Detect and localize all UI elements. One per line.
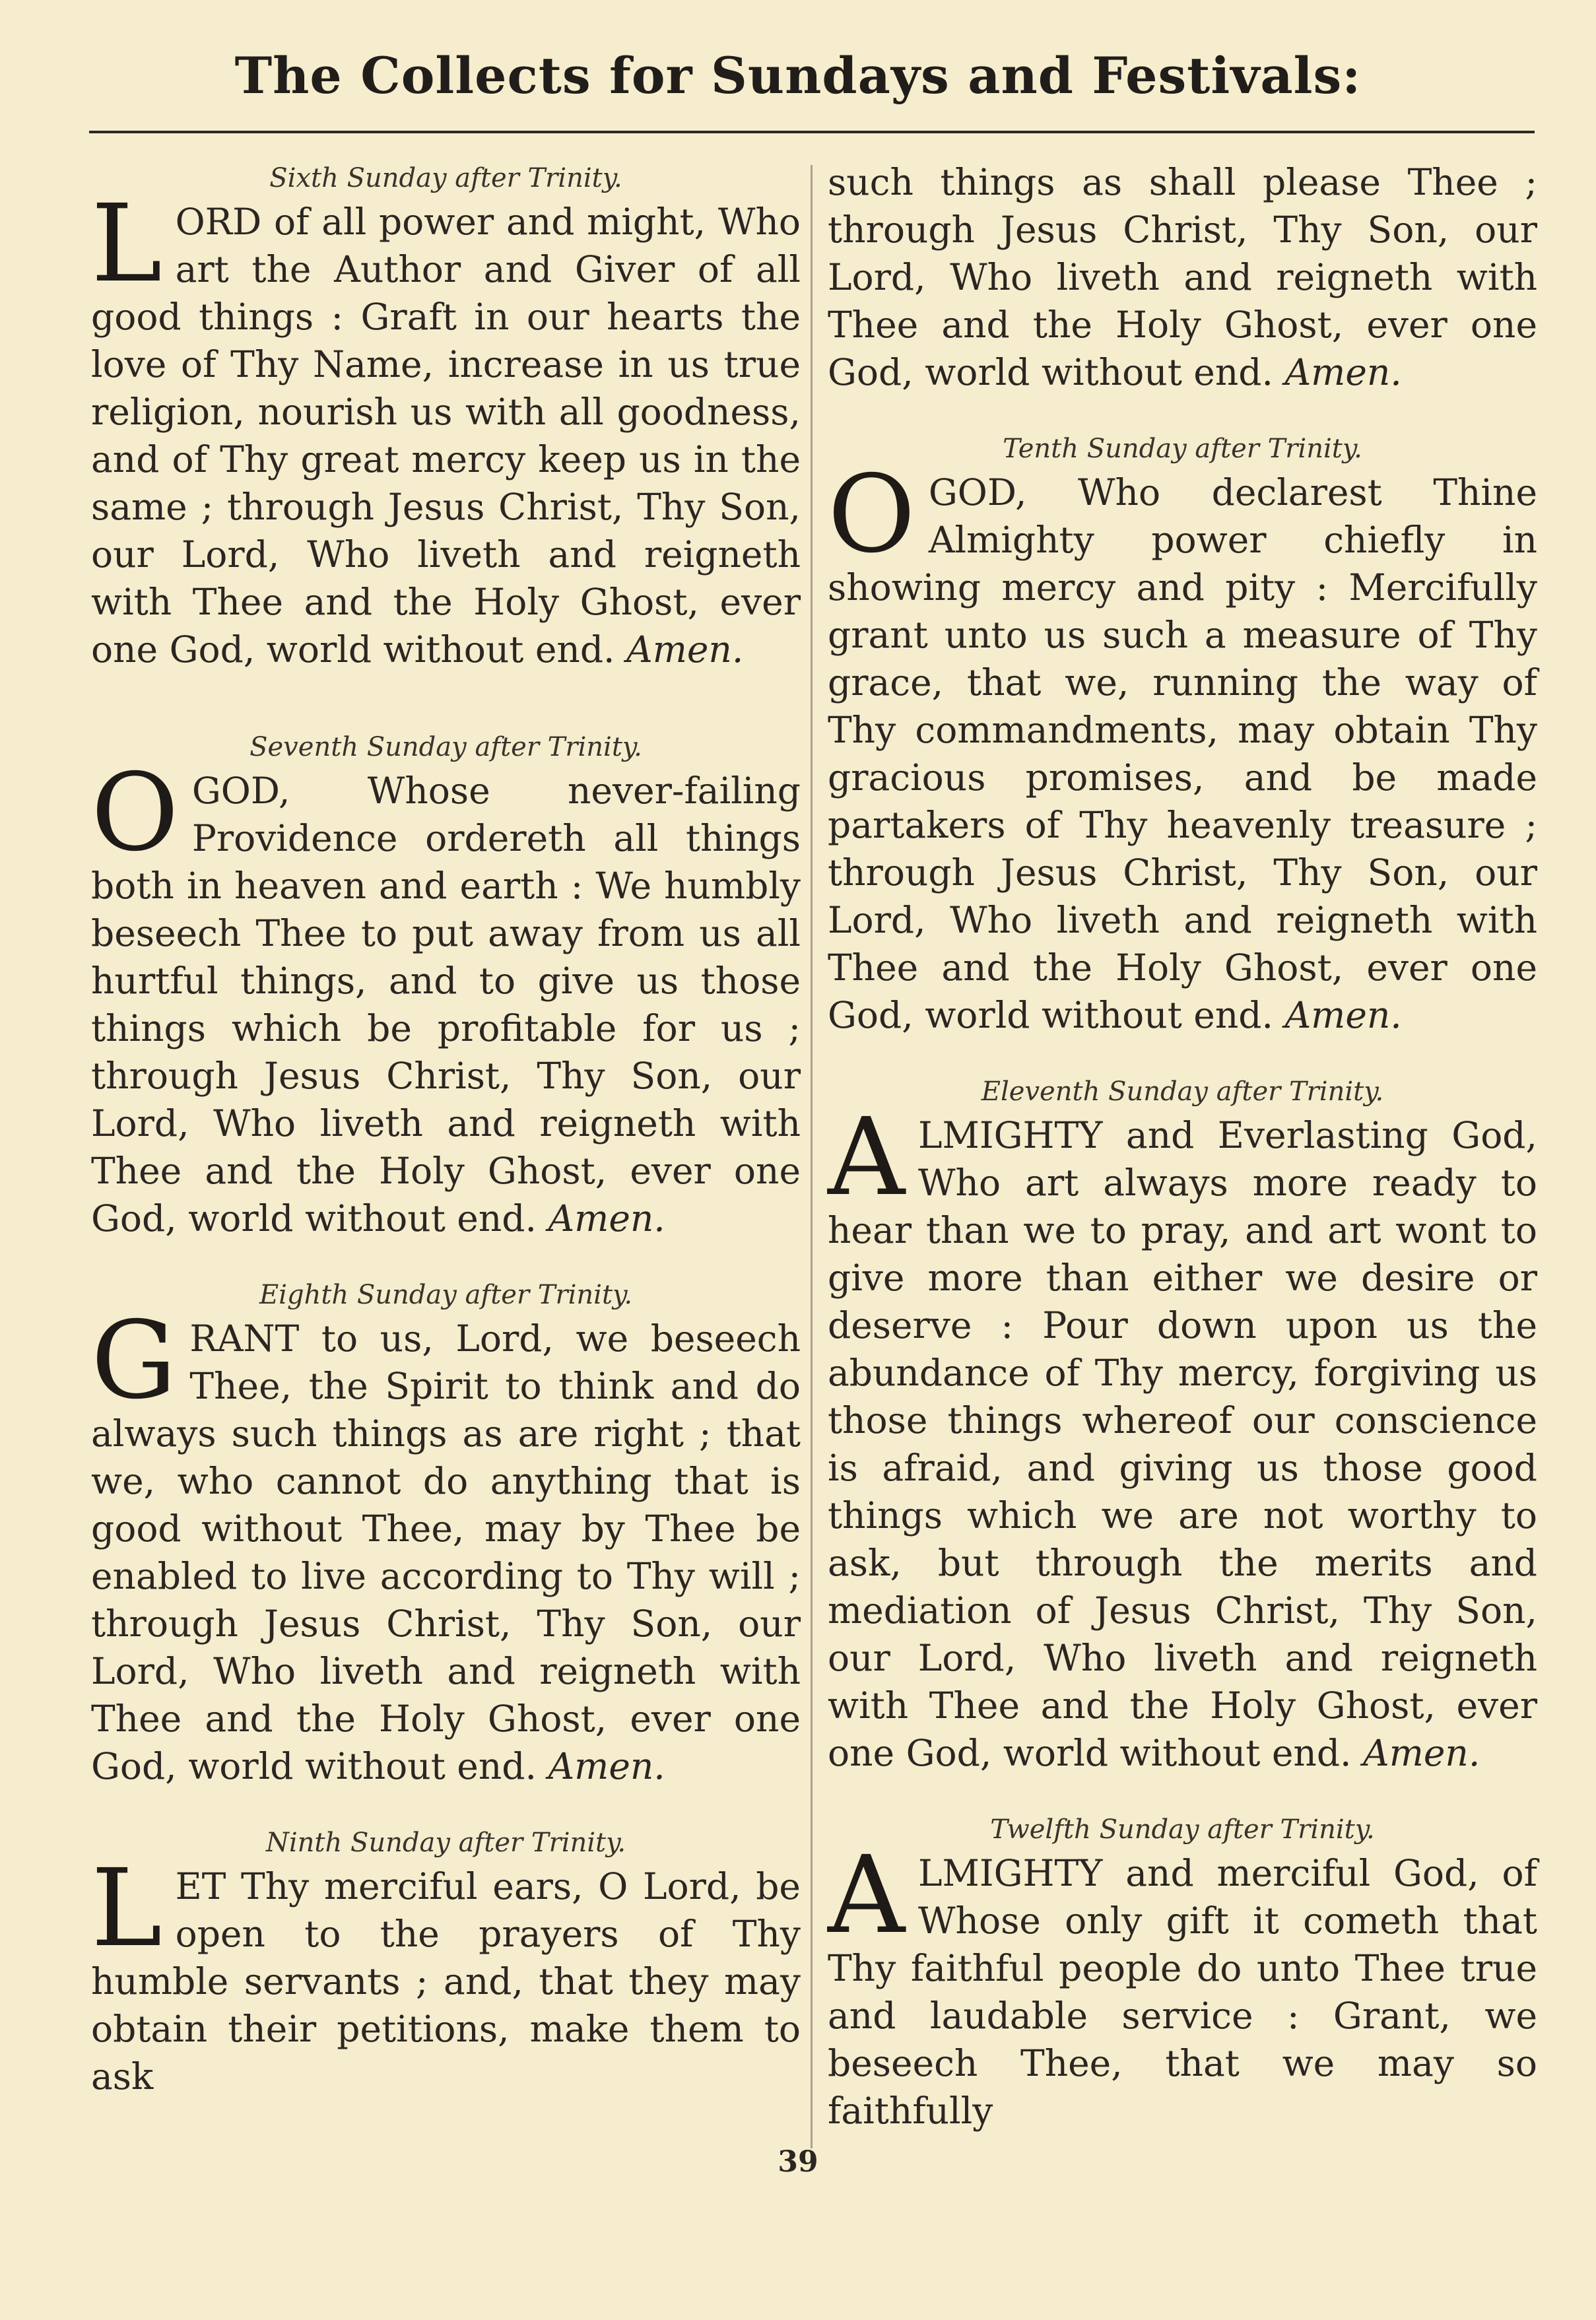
- section-title: Ninth Sunday after Trinity.: [265, 1828, 626, 1858]
- column-divider: [811, 165, 813, 2148]
- section-title: Eighth Sunday after Trinity.: [259, 1280, 633, 1310]
- collect-body: LMIGHTY and Everlasting God, Who art always more ready to hear than we to pray, and art wont to give more than either we desire or deserve : Pour down upon us the abundance of Thy mercy, forgiving us those things whereof our conscience is afraid, and giving us those good things which we are not worthy to ask, but through the merits and mediation of Jesus Christ, Thy Son, our Lord, Who liveth and reigneth with Thee and the Holy Ghost, ever one God, world without end.: [828, 1114, 1537, 1774]
- drop-cap: O: [828, 453, 915, 577]
- amen: Amen.: [1363, 1732, 1480, 1774]
- collect-body: LMIGHTY and merciful God, of Whose only gift it cometh that Thy faithful people do unto Thee true and laudable service : Grant, we beseech Thee, that we may so faithfully: [828, 1852, 1537, 2132]
- collect-body: GOD, Whose never-failing Providence ordereth all things both in heaven and earth : We humbly beseech Thee to put away from us all hurtful things, and to give us those things which be profitable for us ; through Jesus Christ, Thy Son, our Lord, Who liveth and reigneth with Thee and the Holy Ghost, ever one God, world without end.: [91, 770, 801, 1240]
- collect-twelfth-sunday: [828, 1810, 1537, 2135]
- collect-body: ORD of all power and might, Who art the Author and Giver of all good things : Graft in our hearts the love of Thy Name, increase in us true religion, nourish us with all goodness, and of Thy great mercy keep us in the same ; through Jesus Christ, Thy Son, our Lord, Who liveth and reigneth with Thee and the Holy Ghost, ever one God, world without end.: [91, 201, 801, 671]
- drop-cap: L: [91, 1847, 162, 1971]
- collect-body: ET Thy merciful ears, O Lord, be open to the prayers of Thy humble servants ; and, that they may obtain their petitions, make them to ask: [91, 1865, 801, 2098]
- section-title: Sixth Sunday after Trinity.: [269, 163, 622, 193]
- collect-text: [91, 751, 801, 1242]
- drop-cap: A: [828, 1096, 905, 1220]
- collect-eleventh-sunday: [828, 1072, 1537, 1777]
- drop-cap: O: [91, 751, 179, 875]
- drop-cap: A: [828, 1834, 905, 1958]
- left-column: [91, 158, 801, 2100]
- page-number: 39: [778, 2145, 818, 2179]
- collect-body: such things as shall please Thee ; through Jesus Christ, Thy Son, our Lord, Who liveth and reigneth with Thee and the Holy Ghost, ever one God, world without end.: [828, 161, 1537, 393]
- drop-cap: L: [91, 182, 162, 306]
- amen: Amen.: [1284, 351, 1402, 393]
- running-header: The Collects for Sundays and Festivals:: [234, 46, 1362, 105]
- amen: Amen.: [548, 1197, 665, 1240]
- collect-body: RANT to us, Lord, we beseech Thee, the Spirit to think and do always such things as are right ; that we, who cannot do anything that is good without Thee, may by Thee be enabled to live according to Thy will ; through Jesus Christ, Thy Son, our Lord, Who liveth and reigneth with Thee and the Holy Ghost, ever one God, world without end.: [91, 1317, 801, 1787]
- collect-text: [91, 1847, 801, 2100]
- collect-text: [828, 1096, 1537, 1777]
- collect-body: GOD, Who declarest Thine Almighty power chiefly in showing mercy and pity : Mercifully grant unto us such a measure of Thy grace, that we, running the way of Thy commandments, may obtain Thy gracious promises, and be made partakers of Thy heavenly treasure ; through Jesus Christ, Thy Son, our Lord, Who liveth and reigneth with Thee and the Holy Ghost, ever one God, world without end.: [828, 471, 1537, 1036]
- section-title: Seventh Sunday after Trinity.: [249, 732, 642, 762]
- amen: Amen.: [1284, 994, 1402, 1036]
- collect-text: [828, 453, 1537, 1039]
- collect-text: [91, 1299, 801, 1790]
- collect-continuation: [828, 158, 1537, 396]
- collect-ninth-sunday: [91, 1823, 801, 2100]
- collect-seventh-sunday: [91, 727, 801, 1242]
- right-column: [828, 158, 1537, 2135]
- section-title: Eleventh Sunday after Trinity.: [981, 1077, 1384, 1107]
- amen: Amen.: [548, 1745, 665, 1787]
- section-title: Tenth Sunday after Trinity.: [1003, 434, 1362, 464]
- header-rule: [89, 131, 1535, 133]
- collect-text: [828, 1834, 1537, 2135]
- amen: Amen.: [626, 628, 744, 671]
- section-title: Twelfth Sunday after Trinity.: [990, 1814, 1375, 1845]
- collect-eighth-sunday: [91, 1275, 801, 1790]
- collect-tenth-sunday: [828, 429, 1537, 1039]
- drop-cap: G: [91, 1299, 177, 1423]
- collect-text: [91, 182, 801, 673]
- collect-sixth-sunday: [91, 158, 801, 673]
